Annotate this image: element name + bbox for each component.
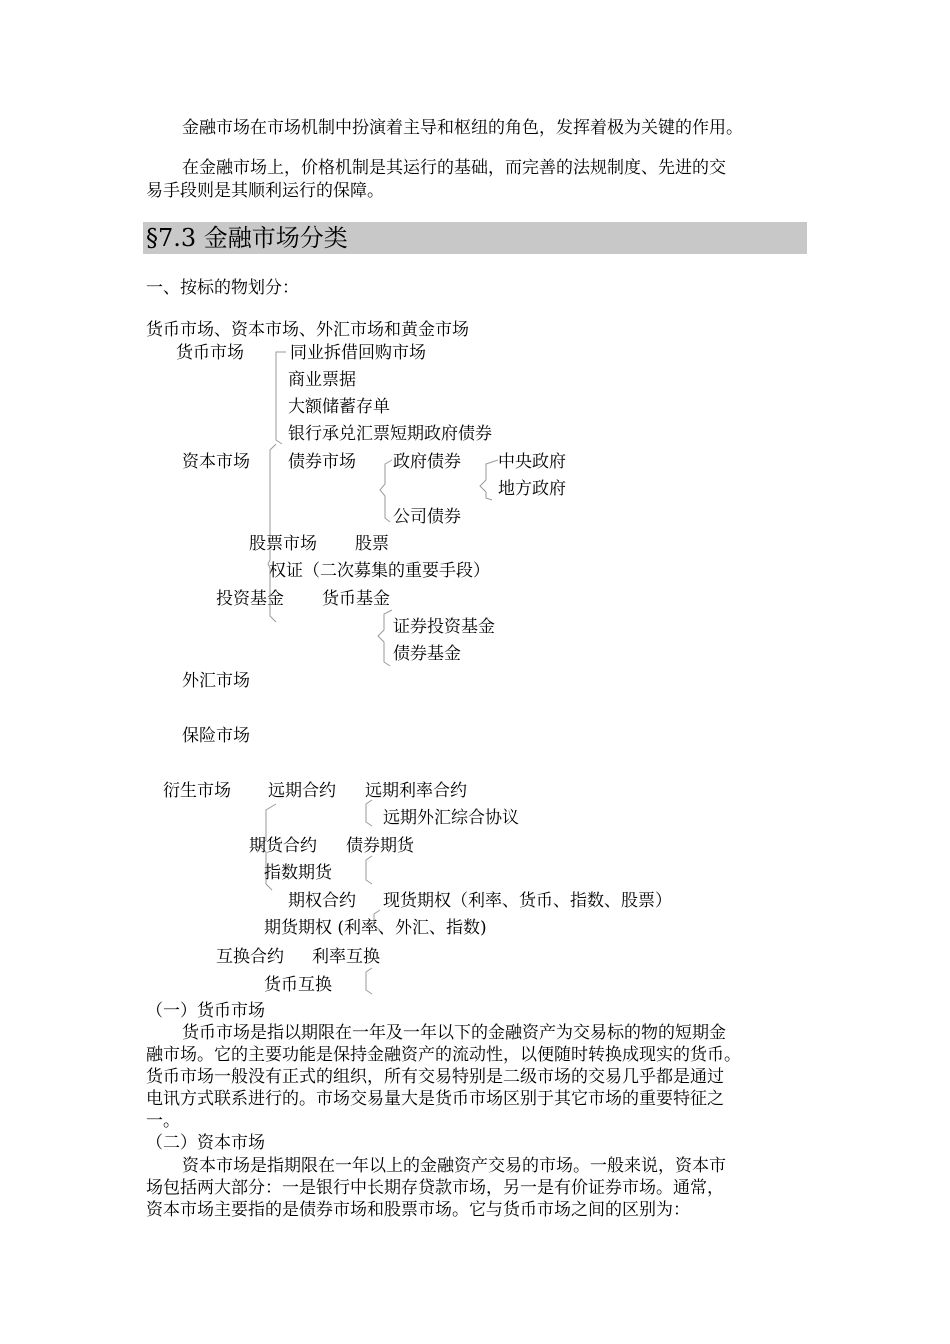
fund-bracket xyxy=(378,610,392,666)
node-warrant: 权证（二次募集的重要手段） xyxy=(269,561,490,581)
intro-paragraph-2-line-2: 易手段则是其顺利运行的保障。 xyxy=(146,181,384,201)
node-options: 期权合约 xyxy=(288,891,356,911)
node-money-fund: 货币基金 xyxy=(322,589,390,609)
node-capital-market: 资本市场 xyxy=(182,452,250,472)
node-futures: 期货合约 xyxy=(249,836,317,856)
node-bankers-acceptance: 银行承兑汇票短期政府债券 xyxy=(288,424,492,444)
capital-section-line-2: 场包括两大部分：一是银行中长期存贷款市场，另一是有价证券市场。通常， xyxy=(146,1178,724,1198)
capital-section-heading: （二）资本市场 xyxy=(146,1133,265,1153)
node-fx-market: 外汇市场 xyxy=(182,671,250,691)
money-section-line-1: 货币市场是指以期限在一年及一年以下的金融资产为交易标的物的短期金 xyxy=(182,1023,726,1043)
gov-bond-bracket xyxy=(480,460,498,500)
money-section-line-3: 货币市场一般没有正式的组织，所有交易特别是二级市场的交易几乎都是通过 xyxy=(146,1067,724,1087)
node-bond-futures: 债券期货 xyxy=(346,836,414,856)
capital-section-line-3: 资本市场主要指的是债券市场和股票市场。它与货币市场之间的区别为： xyxy=(146,1200,690,1220)
node-index-futures: 指数期货 xyxy=(264,863,332,883)
node-central-gov: 中央政府 xyxy=(498,452,566,472)
node-insurance-market: 保险市场 xyxy=(182,726,250,746)
node-stock: 股票 xyxy=(355,534,389,554)
money-section-line-4: 电讯方式联系进行的。市场交易量大是货币市场区别于其它市场的重要特征之 xyxy=(146,1089,724,1109)
node-securities-fund: 证券投资基金 xyxy=(393,617,495,637)
forward-bracket xyxy=(366,800,372,826)
money-section-heading: （一）货币市场 xyxy=(146,1001,265,1021)
capital-section-line-1: 资本市场是指期限在一年以上的金融资产交易的市场。一般来说，资本市 xyxy=(182,1156,726,1176)
node-money-market: 货币市场 xyxy=(176,343,244,363)
classification-heading: 一、按标的物划分： xyxy=(146,278,299,298)
section-title: §7.3 金融市场分类 xyxy=(146,224,348,252)
swaps-bracket xyxy=(366,968,372,994)
node-local-gov: 地方政府 xyxy=(498,479,566,499)
node-invest-fund: 投资基金 xyxy=(216,589,284,609)
node-derivatives-market: 衍生市场 xyxy=(163,781,231,801)
money-section-line-2: 融市场。它的主要功能是保持金融资产的流动性，以便随时转换成现实的货币。 xyxy=(146,1045,741,1065)
node-swaps: 互换合约 xyxy=(216,947,284,967)
node-corp-bond: 公司债券 xyxy=(393,507,461,527)
node-bond-market: 债券市场 xyxy=(288,452,356,472)
node-forward: 远期合约 xyxy=(268,781,336,801)
intro-paragraph-2-line-1: 在金融市场上，价格机制是其运行的基础，而完善的法规制度、先进的交 xyxy=(182,158,726,178)
futures-bracket xyxy=(366,856,372,884)
node-fx-swap: 货币互换 xyxy=(264,975,332,995)
node-ir-swap: 利率互换 xyxy=(312,947,380,967)
money-section-line-5: 一。 xyxy=(146,1111,180,1131)
node-bond-fund: 债券基金 xyxy=(393,644,461,664)
node-stock-market: 股票市场 xyxy=(249,534,317,554)
node-futures-options: 期货期权 (利率、外汇、指数) xyxy=(264,918,487,938)
node-gov-bond: 政府债券 xyxy=(393,452,461,472)
node-fra: 远期利率合约 xyxy=(365,781,467,801)
node-fx-agreement: 远期外汇综合协议 xyxy=(383,808,519,828)
money-market-bracket xyxy=(276,352,286,444)
node-large-deposit: 大额储蓄存单 xyxy=(288,397,390,417)
classification-summary: 货币市场、资本市场、外汇市场和黄金市场 xyxy=(146,320,469,340)
bond-market-bracket xyxy=(380,460,392,522)
node-spot-options: 现货期权（利率、货币、指数、股票） xyxy=(383,891,672,911)
node-interbank-repo: 同业拆借回购市场 xyxy=(290,343,426,363)
node-commercial-paper: 商业票据 xyxy=(288,370,356,390)
intro-paragraph-1: 金融市场在市场机制中扮演着主导和枢纽的角色，发挥着极为关键的作用。 xyxy=(182,118,743,138)
